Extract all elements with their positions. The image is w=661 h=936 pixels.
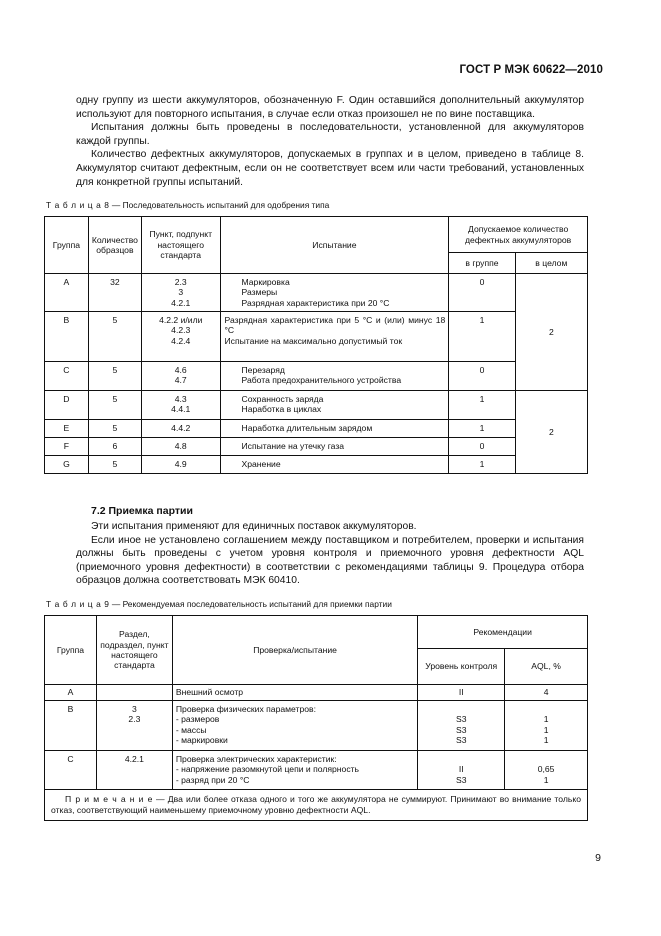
cell-total: 2 <box>515 274 587 391</box>
table9-caption <box>46 599 392 609</box>
header-group: Группа <box>45 616 97 685</box>
cell-clause: 4.6 4.7 <box>141 362 220 391</box>
table-row <box>45 391 588 420</box>
cell-check: Проверка физических параметров: - размеров - массы - маркировки <box>172 701 417 751</box>
table-row <box>45 312 588 362</box>
table-header-row <box>45 616 588 649</box>
cell-total: 2 <box>515 391 587 474</box>
note-label: П р и м е ч а н и е <box>65 794 153 804</box>
cell-group: B <box>45 701 97 751</box>
cell-count: 5 <box>88 312 141 362</box>
cell-check: Внешний осмотр <box>172 685 417 701</box>
page-number: 9 <box>595 852 601 864</box>
cell-group: E <box>45 420 89 438</box>
header-test: Испытание <box>220 217 449 274</box>
cell-group: F <box>45 438 89 456</box>
cell-group: A <box>45 274 89 312</box>
paragraph: Испытания должны быть проведены в последовательности, установленной для аккумуляторов каждой группы. <box>76 122 584 147</box>
cell-group: B <box>45 312 89 362</box>
cell-clause: 2.3 3 4.2.1 <box>141 274 220 312</box>
note-text: — Два или более отказа одного и того же аккумулятора не суммируют. Принимают во внимание только отказ, соответствующий наименьшему приемочному уровню дефектности AQL. <box>51 794 581 815</box>
cell-clause: 4.8 <box>141 438 220 456</box>
cell-count: 32 <box>88 274 141 312</box>
cell-aql: 1 1 1 <box>505 701 588 751</box>
cell-count: 5 <box>88 456 141 474</box>
cell-test: Наработка длительным зарядом <box>220 420 449 438</box>
header-allowed: Допускаемое количество дефектных аккумуляторов <box>449 217 588 253</box>
header-clause: Пункт, подпункт настоящего стандарта <box>141 217 220 274</box>
cell-in-group: 0 <box>449 362 515 391</box>
table-row <box>45 701 588 751</box>
cell-count: 5 <box>88 391 141 420</box>
header-check: Проверка/испытание <box>172 616 417 685</box>
cell-aql: 4 <box>505 685 588 701</box>
cell-clause: 4.9 <box>141 456 220 474</box>
cell-clause: 4.2.1 <box>96 751 172 790</box>
cell-level: II <box>418 685 505 701</box>
cell-group: C <box>45 362 89 391</box>
paragraph: Эти испытания применяют для единичных поставок аккумуляторов. <box>91 521 417 532</box>
cell-test: Маркировка Размеры Разрядная характеристика при 20 °С <box>220 274 449 312</box>
table8-caption-text: — Последовательность испытаний для одобрения типа <box>109 200 330 210</box>
cell-in-group: 0 <box>449 438 515 456</box>
cell-count: 5 <box>88 420 141 438</box>
cell-aql: 0,65 1 <box>505 751 588 790</box>
section-title: 7.2 Приемка партии <box>91 505 193 517</box>
cell-clause <box>96 685 172 701</box>
cell-level: II S3 <box>418 751 505 790</box>
cell-clause: 4.2.2 и/или 4.2.3 4.2.4 <box>141 312 220 362</box>
cell-group: A <box>45 685 97 701</box>
table-row <box>45 274 588 312</box>
header-level: Уровень контроля <box>418 649 505 685</box>
header-in-group: в группе <box>449 253 515 274</box>
paragraph: одну группу из шести аккумуляторов, обозначенную F. Один оставшийся дополнительный аккумулятор используют для повторного испытания, в случае если отказ произошел не по вине поставщика. <box>76 95 584 120</box>
cell-in-group: 0 <box>449 274 515 312</box>
cell-test: Разрядная характеристика при 5 °С и (или) минус 18 °С Испытание на максимально допустимый ток <box>220 312 449 362</box>
cell-group: G <box>45 456 89 474</box>
cell-clause: 3 2.3 <box>96 701 172 751</box>
table-row <box>45 685 588 701</box>
header-clause: Раздел, подраздел, пункт настоящего стандарта <box>96 616 172 685</box>
section-text <box>76 520 584 588</box>
table-row <box>45 456 588 474</box>
cell-in-group: 1 <box>449 391 515 420</box>
cell-in-group: 1 <box>449 456 515 474</box>
table-header-row <box>45 217 588 253</box>
table9-caption-text: — Рекомендуемая последовательность испытаний для приемки партии <box>109 599 392 609</box>
table-row <box>45 438 588 456</box>
cell-test: Хранение <box>220 456 449 474</box>
cell-group: C <box>45 751 97 790</box>
header-count: Количество образцов <box>88 217 141 274</box>
cell-group: D <box>45 391 89 420</box>
table9-note <box>45 790 588 821</box>
table9 <box>44 615 588 821</box>
header-total: в целом <box>515 253 587 274</box>
intro-text <box>76 94 584 189</box>
header-aql: AQL, % <box>505 649 588 685</box>
cell-check: Проверка электрических характеристик: - напряжение разомкнутой цепи и полярность - разряд при 20 °С <box>172 751 417 790</box>
document-header: ГОСТ Р МЭК 60622—2010 <box>459 64 603 76</box>
table-row <box>45 751 588 790</box>
table8 <box>44 216 588 474</box>
cell-test: Сохранность заряда Наработка в циклах <box>220 391 449 420</box>
cell-test: Перезаряд Работа предохранительного устройства <box>220 362 449 391</box>
cell-clause: 4.3 4.4.1 <box>141 391 220 420</box>
cell-test: Испытание на утечку газа <box>220 438 449 456</box>
table8-caption <box>46 200 329 210</box>
cell-count: 5 <box>88 362 141 391</box>
paragraph: Количество дефектных аккумуляторов, допускаемых в группах и в целом, приведено в таблице 8. Аккумулятор считают дефектным, если он не соответствует всем или части требований, установленных для конкретной группы испытаний. <box>76 149 584 188</box>
table-row <box>45 362 588 391</box>
cell-level: S3 S3 S3 <box>418 701 505 751</box>
table9-caption-label: Т а б л и ц а 9 <box>46 599 110 609</box>
cell-clause: 4.4.2 <box>141 420 220 438</box>
table-row <box>45 420 588 438</box>
header-recommend: Рекомендации <box>418 616 588 649</box>
cell-count: 6 <box>88 438 141 456</box>
paragraph: Если иное не установлено соглашением между поставщиком и потребителем, проверки и испытания должны быть проведены с учетом уровня контроля и приемочного уровня дефектности AQL (приемочного уровня дефектности) в соответствии с рекомендациями таблицы 9. Процедура отбора образцов должна соответствовать МЭК 60410. <box>76 534 584 587</box>
cell-in-group: 1 <box>449 420 515 438</box>
table8-caption-label: Т а б л и ц а 8 <box>46 200 110 210</box>
header-group: Группа <box>45 217 89 274</box>
table-note-row <box>45 790 588 821</box>
cell-in-group: 1 <box>449 312 515 362</box>
